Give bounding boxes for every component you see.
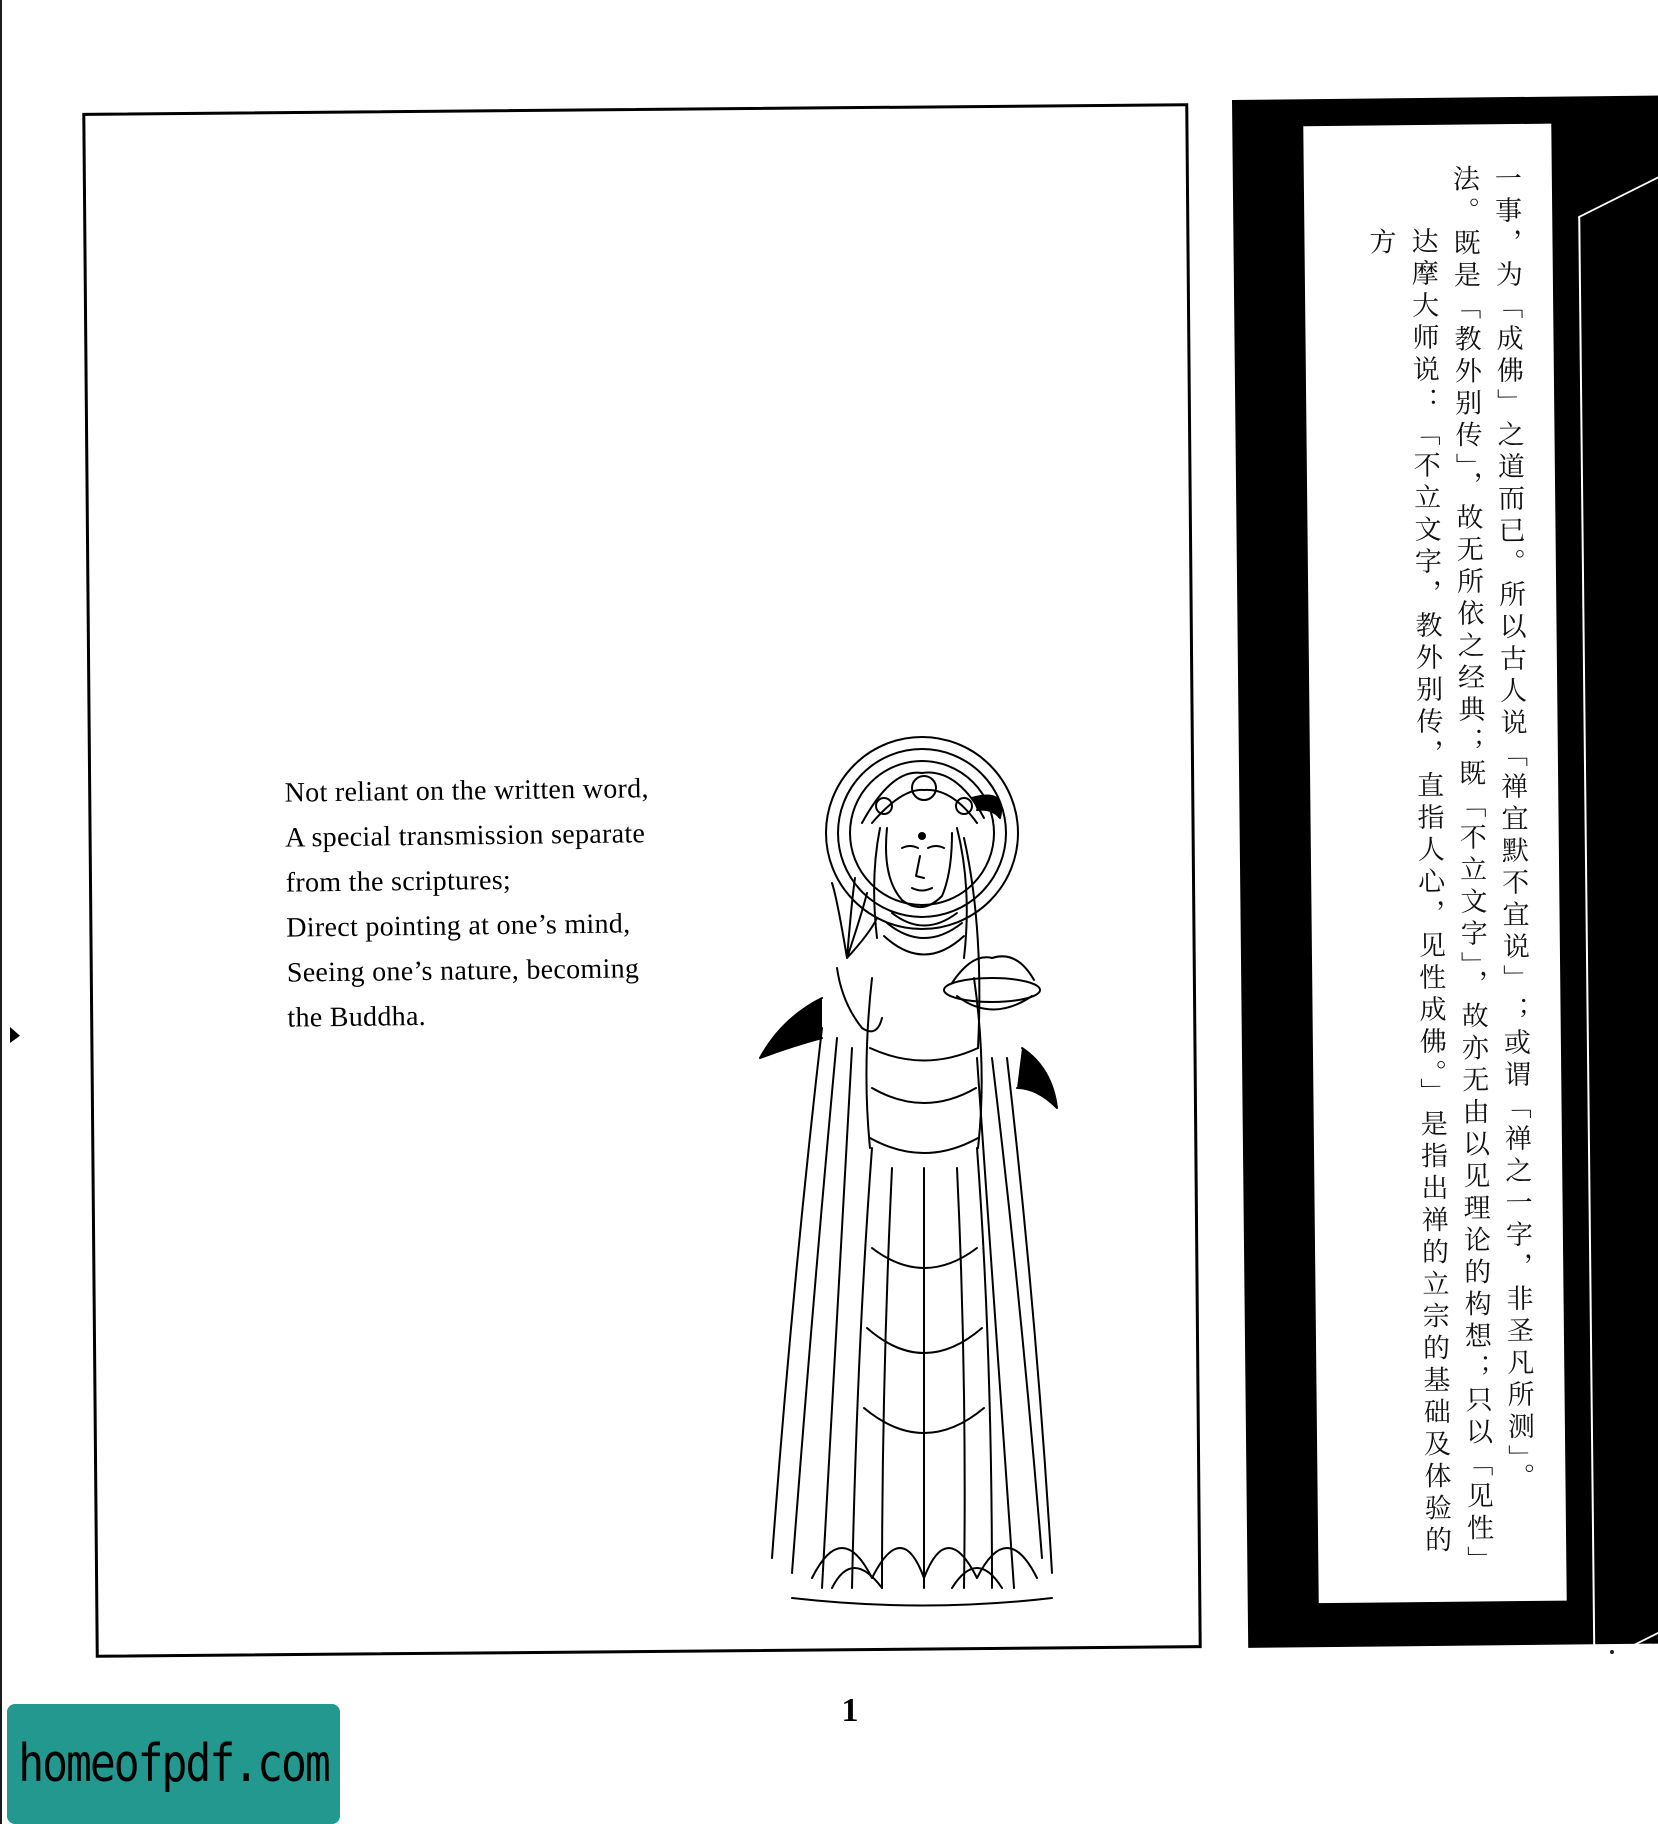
verse-line-5: Seeing one’s nature, becoming — [286, 953, 640, 989]
page-fold-outline — [1578, 157, 1658, 1667]
text-column-2: 法。既是「教外别传」，故无所依之经典；既「不立文字」，故亦无由以见理论的构想；只以「见性」 — [1447, 164, 1494, 1578]
verse-line-3: from the scriptures; — [285, 864, 512, 899]
bodhisattva-illustration — [752, 728, 1062, 1608]
verse-line-2: A special transmission separate — [285, 818, 646, 854]
right-page-dark-panel — [1232, 95, 1658, 1648]
vertical-chinese-text — [1358, 164, 1541, 1586]
speck-mark — [1610, 1650, 1614, 1654]
page-number: 1 — [841, 1692, 859, 1729]
text-column-3: 达摩大师说：「不立文字，教外别传，直指人心，见性成佛。」是指出禅的立宗的基础及体验的方 — [1364, 226, 1452, 1558]
verse-line-1: Not reliant on the written word, — [284, 773, 649, 809]
arrow-mark-icon — [10, 1027, 20, 1043]
watermark-text: homeofpdf.com — [18, 1734, 329, 1794]
verse-line-6: the Buddha. — [287, 1000, 427, 1034]
verse-text — [284, 765, 717, 1040]
page-edge-line — [0, 0, 2, 1824]
text-column-1: 一事，为「成佛」之道而已。所以古人说「禅宜默不宜说」；或谓「禅之一字，非圣凡所测」。 — [1489, 163, 1535, 1495]
watermark-badge[interactable] — [7, 1704, 340, 1824]
chinese-text-strip — [1303, 124, 1566, 1604]
verse-line-4: Direct pointing at one’s mind, — [286, 908, 631, 944]
